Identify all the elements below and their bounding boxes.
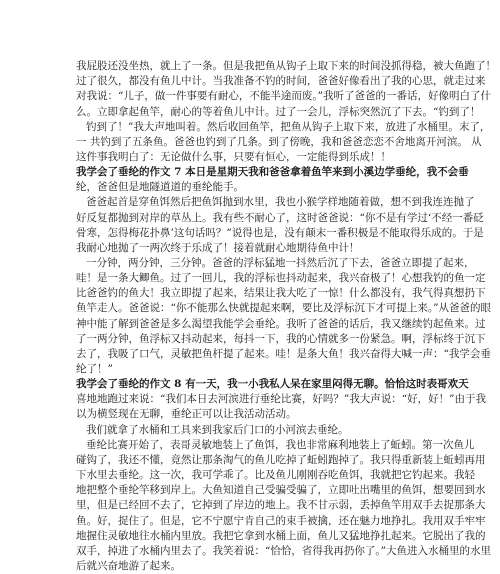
section-heading-line: 我学会了垂纶的作文 8 有一天，我一小我私人呆在家里闷得无聊。恰恰这时表哥欢天 xyxy=(76,378,469,391)
text-line: 神中能了解到爸爸是多么渴望我能学会垂纶。我听了爸爸的话后，我又继续钓起鱼来。过 xyxy=(76,317,486,330)
text-line: 么。立即拿起鱼竿，耐心的等着鱼儿中计。过了一会儿，浮标突然沉了下去。“钓到了！ xyxy=(76,105,481,118)
text-line: 纶了！” xyxy=(76,363,113,375)
text-line: 一分钟，两分钟，三分钟。爸爸的浮标猛地一抖然后沉了下去，爸爸立即提了起来， xyxy=(86,257,475,269)
text-line: 好反复都抛到对岸的草丛上。我有些不耐心了，这时爸爸说：“你不是有学过‘不经一番砭 xyxy=(76,211,484,224)
text-line: 垂纶比赛开始了，表哥灵敏地装上了鱼饵，我也非常麻利地装上了蚯蚓。第一次鱼儿 xyxy=(86,438,475,451)
text-line: 我们就拿了水桶和工具来到我家后门口的小河滨去垂纶。 xyxy=(86,423,349,436)
text-line: 去了，我吸了口气，灵敏把鱼杆提了起来。哇！是条大鱼！我兴奋得大喊一声：“我学会垂 xyxy=(76,347,491,360)
text-line: 碰钩了，我还不懂，竟然让那条淘气的鱼儿吃掉了蚯蚓跑掉了。我只得重新装上蚯蚓再用 xyxy=(76,453,486,466)
text-line: 一 共钓到了五条鱼。爸爸也钓到了几条。到了傍晚，我和爸爸恋恋不舍地离开河滨。 从 xyxy=(76,135,482,148)
text-line: 以为横竖现在无聊，垂纶正可以让我活动活动。 xyxy=(76,408,297,421)
text-line: 对我说：“儿子，做一件事要有耐心，不能半途而废。”我听了爸爸的一番话，好像明白了什 xyxy=(76,90,491,103)
text-line: 我屁股还没坐热，就上了一条。但是我把鱼从钩子上取下来的时间没抓得稳，被大鱼跑了！ xyxy=(76,60,496,72)
text-line: 我耐心地抛了一两次终于乐成了！接着就耐心地期待鱼中计！ xyxy=(76,241,360,254)
text-line: 了一两分钟，鱼浮标又抖动起来，每抖一下，我的心情就多一份紧急。啊，浮标终于沉下 xyxy=(76,332,486,345)
text-line: 纶，爸爸但是地隧道道的垂纶能手。 xyxy=(76,181,244,194)
text-line: 双手，掉进了水桶内里去了。我笑着说：“恰恰，省得我再扔你了。”大鱼进入水桶里的水里 xyxy=(76,544,491,557)
text-line: 鱼竿走人。爸爸说：“你不能那么快就提起来啊，要比及浮标沉下才可提上来。”从爸爸的眼 xyxy=(76,302,491,315)
text-line: 喜地地跑过来说：“我们本日去河滨进行垂纶比赛，好吗？”我大声说：“好，好！”由于我 xyxy=(76,393,486,406)
text-line: 这件事我明白了：无论做什么事，只要有恒心，一定能得到乐成！！ xyxy=(76,150,391,163)
text-line: 下水里去垂纶。这一次，我可学乖了。比及鱼儿刚刚吞吃鱼饵，我就把它钓起来。我轻 xyxy=(76,469,475,482)
text-line: 爸爸起首是穿鱼饵然后把鱼饵抛到水里，我也小猴学样地随着做，想不到我连连抛了 xyxy=(86,196,475,209)
text-line: 地握住灵敏地往水桶内里放。我把它拿到水桶上面，鱼儿又猛地挣扎起来。它脱出了我的 xyxy=(76,529,486,542)
section-heading-line: 我学会了垂纶的作文 7 本日是星期天我和爸爸拿着鱼竿来到小溪边学垂纶，我不会垂 xyxy=(76,166,469,179)
text-line: 钓到了！”我大声地叫着。然后收回鱼竿，把鱼从钩子上取下来，放进了水桶里。末了， xyxy=(86,120,491,133)
text-line: 鱼。好，捉住了。但是，它不宁愿宁肯自己的束手被擒，还在魅力地挣扎。我用双手牢牢 xyxy=(76,514,486,527)
text-line: 骨寒，怎得梅花扑鼻’这句话吗？”说得也是，没有颠末一番积极是不能取得乐成的。于是 xyxy=(76,226,484,239)
text-line: 地把整个垂纶竿移到岸上。大鱼知道自己受骗受骗了，立即吐出嘴里的鱼饵，想要回到水 xyxy=(76,484,486,497)
text-line: 哇！是一条大鲫鱼。过了一回儿，我的浮标也抖动起来，我兴奋极了！心想我钓的鱼一定 xyxy=(76,272,486,285)
text-line: 后就兴奋地游了起来。 xyxy=(76,560,181,572)
text-line: 里，但是已经回不去了，它掉到了岸边的地上。我不甘示弱，丢掉鱼竿用双手去捉那条大 xyxy=(76,499,486,512)
text-line: 比爸爸钓的鱼大！我立即提了起来，结果让我大吃了一惊！什么都没有，我气得真想扔下 xyxy=(76,287,486,300)
text-line: 过了很久，都没有鱼儿中计。当我准备不钓的时间，爸爸好像看出了我的心思，就走过来 xyxy=(76,75,486,88)
